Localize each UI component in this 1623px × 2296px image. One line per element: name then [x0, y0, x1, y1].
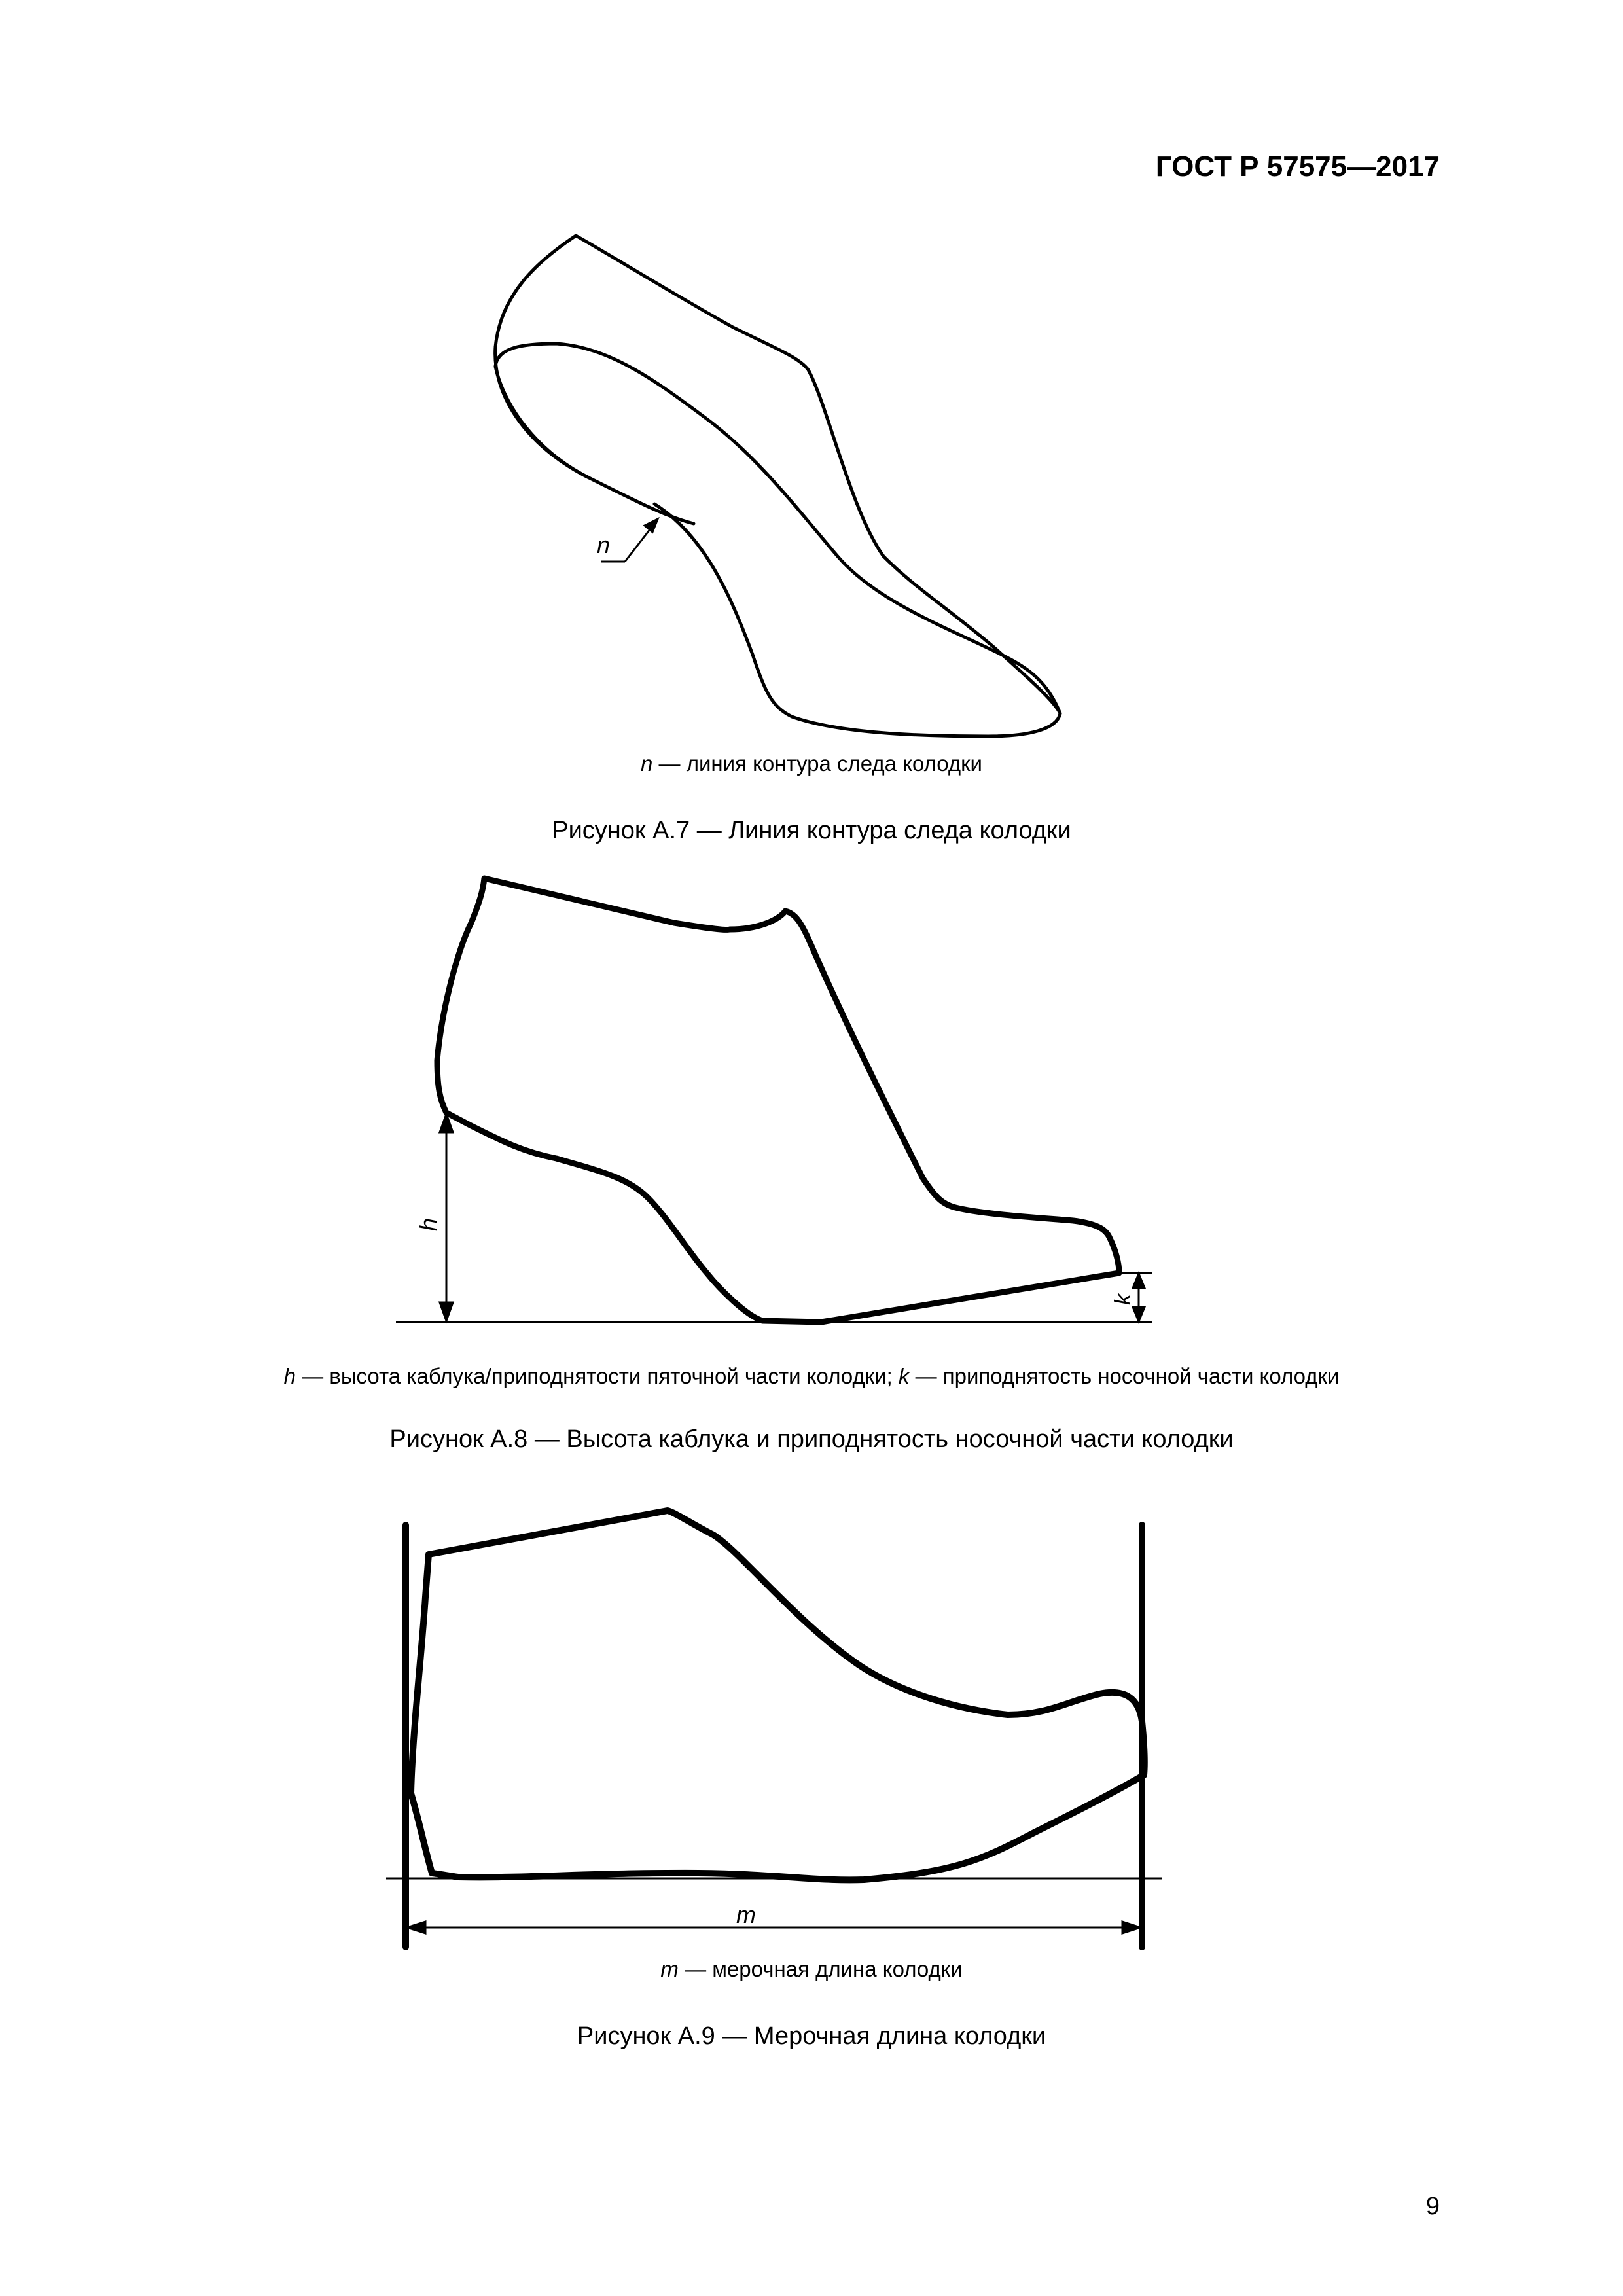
- legend-text-m: — мерочная длина колодки: [678, 1957, 963, 1981]
- legend-text-h: — высота каблука/приподнятости пяточной части колодки;: [295, 1364, 899, 1388]
- figure-a8-legend: [0, 1364, 1623, 1389]
- figure-a8-caption: Рисунок А.8 — Высота каблука и приподнятость носочной части колодки: [389, 1426, 1234, 1453]
- figure-a7-caption: Рисунок А.7 — Линия контура следа колодки: [552, 817, 1071, 844]
- legend-symbol-h: h: [283, 1364, 296, 1388]
- last-top-line: [576, 236, 1060, 736]
- legend-symbol-n: n: [641, 751, 653, 776]
- figure-a9-caption: Рисунок А.9 — Мерочная длина колодки: [577, 2022, 1046, 2050]
- label-h: h: [415, 1217, 442, 1232]
- legend-symbol-m: m: [660, 1957, 679, 1981]
- figure-a7-legend: [0, 751, 1623, 776]
- legend-symbol-k: k: [898, 1364, 910, 1388]
- figure-a8-heel-height-drawing: [0, 851, 1623, 1348]
- marker-n-label: n: [597, 531, 611, 558]
- figure-a9-stick-length-drawing: [0, 1492, 1623, 1950]
- figure-a7-last-drawing: [0, 0, 1623, 785]
- standard-code: ГОСТ Р 57575—2017: [1155, 151, 1440, 183]
- shoe-upper-outline: [437, 878, 1119, 1322]
- figure-a9-legend: [0, 1957, 1623, 1982]
- sole-contour-line: [495, 344, 1060, 713]
- last-lower-inner: [495, 367, 589, 478]
- last-upper-outline: [495, 236, 694, 524]
- legend-text-n: — линия контура следа колодки: [652, 751, 982, 776]
- label-m: m: [736, 1901, 756, 1928]
- label-k: k: [1111, 1294, 1135, 1305]
- legend-text-k: — приподнятость носочной части колодки: [909, 1364, 1340, 1388]
- page-number: 9: [1425, 2193, 1440, 2220]
- last-side-outline: [411, 1511, 1145, 1880]
